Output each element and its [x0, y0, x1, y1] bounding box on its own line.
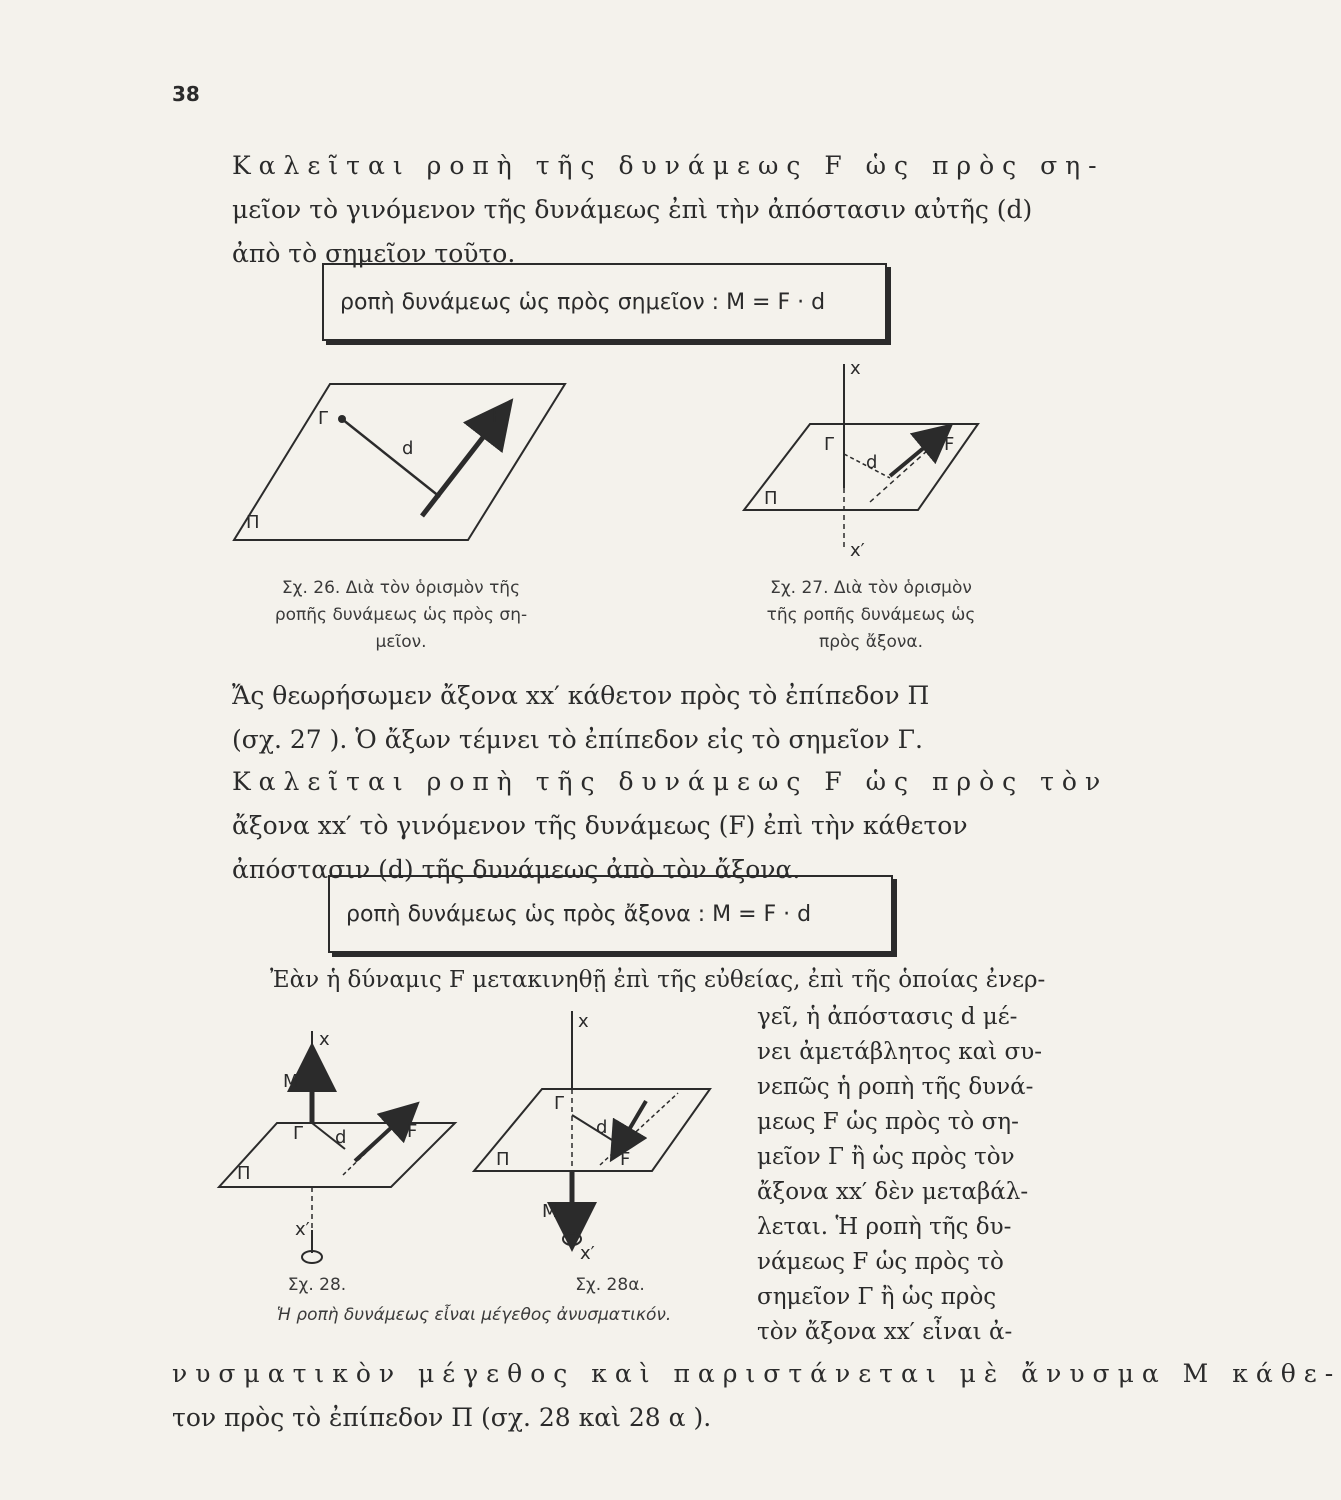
shared-figure-caption: Ἡ ροπὴ δυνάμεως εἶναι μέγεθος ἀνυσματικόν.: [276, 1305, 672, 1325]
label-f: F: [944, 434, 955, 455]
label-x-prime: x′: [295, 1219, 310, 1240]
invariance-paragraph-side-column: γεῖ, ἡ ἀπόστασις d μέ- νει ἀμετάβλητος καὶ συ- νεπῶς ἡ ροπὴ τῆς δυνά- μεως F ὡς πρὸς τὸ ση- μεῖον Γ ἢ ὡς πρὸς τὸν ἄξονα xx′ δὲν μεταβάλ- λεται. Ἡ ροπὴ τῆς δυ- νάμεως F ὡς πρὸς τὸ σημεῖον Γ ἢ ὡς πρὸς τὸν ἄξονα xx′ εἶναι ἀ-: [757, 1004, 1042, 1345]
text-line: ἄξονα xx′ τὸ γινόμενον τῆς δυνάμεως (F) ἐπὶ τὴν κάθετον: [232, 811, 968, 840]
text-line: μεῖον τὸ γινόμενον τῆς δυνάμεως ἐπὶ τὴν ἀπόστασιν αὐτῆς (d): [232, 195, 1033, 224]
text-line: Ἐὰν ἡ δύναμις F μετακινηθῇ ἐπὶ τῆς εὐθείας, ἐπὶ τῆς ὁποίας ἐνερ-: [270, 967, 1046, 993]
plane-pi: [234, 384, 565, 540]
figure-28a-caption: Σχ. 28α.: [575, 1275, 645, 1295]
force-f-vector: [620, 1101, 646, 1145]
label-f: F: [620, 1149, 631, 1170]
invariance-paragraph-first-line: [270, 958, 1050, 1002]
text-line: Καλεῖται ροπὴ τῆς δυνάμεως F ὡς πρὸς τὸν: [232, 767, 1109, 796]
label-gamma: Γ: [554, 1093, 565, 1114]
label-f: F: [407, 1121, 418, 1142]
force-line: [600, 1093, 678, 1165]
formula-box-axis: ροπὴ δυνάμεως ὡς πρὸς ἄξονα : M = F · d: [328, 875, 893, 953]
label-gamma: Γ: [318, 408, 329, 429]
formula-box-point: ροπὴ δυνάμεως ὡς πρὸς σημεῖον : M = F · d: [322, 263, 887, 341]
text-line: νυσματικὸν μέγεθος καὶ παριστάνεται μὲ ἄνυσμα M κάθε-: [172, 1359, 1341, 1388]
label-x: x: [850, 358, 861, 379]
figure-28-caption: Σχ. 28.: [287, 1275, 347, 1295]
label-d: d: [866, 452, 878, 473]
force-line-dashed: [870, 432, 948, 502]
force-f-vector: [890, 436, 938, 476]
text-line: τον πρὸς τὸ ἐπίπεδον Π (σχ. 28 καὶ 28 α ).: [172, 1403, 712, 1432]
label-gamma: Γ: [293, 1123, 304, 1144]
label-x: x: [578, 1011, 589, 1032]
plane-pi: [744, 424, 978, 510]
label-d: d: [335, 1127, 347, 1148]
label-d: d: [596, 1117, 608, 1138]
figure-27: [740, 352, 990, 562]
text-line: ἀπὸ τὸ σημεῖον τοῦτο.: [232, 239, 516, 268]
label-x-prime: x′: [580, 1243, 595, 1264]
label-pi: Π: [764, 488, 778, 509]
definition-axis-paragraph: [232, 760, 1109, 892]
label-x-prime: x′: [850, 540, 865, 561]
label-d: d: [402, 438, 414, 459]
figure-26-caption: Σχ. 26. Διὰ τὸν ὁρισμὸν τῆς ροπῆς δυνάμεως ὡς πρὸς ση- μεῖον.: [274, 578, 528, 652]
text-line: Ἄς θεωρήσωμεν ἄξονα xx′ κάθετον πρὸς τὸ ἐπίπεδον Π: [232, 681, 930, 710]
page-number: 38: [172, 82, 200, 106]
force-f-vector: [355, 1115, 405, 1161]
definition-point-paragraph: [232, 144, 1105, 276]
figure-28a: [470, 1005, 720, 1267]
label-pi: Π: [496, 1149, 510, 1170]
text-line: (σχ. 27 ). Ὁ ἄξων τέμνει τὸ ἐπίπεδον εἰς τὸ σημεῖον Γ.: [232, 725, 923, 754]
force-f-vector: [422, 418, 498, 516]
text-line: Καλεῖται ροπὴ τῆς δυνάμεως F ὡς πρὸς ση-: [232, 151, 1105, 180]
axis-introduction-paragraph: [232, 674, 1037, 762]
label-gamma: Γ: [824, 434, 835, 455]
text-line: ἀπόστασιν (d) τῆς δυνάμεως ἀπὸ τὸν ἄξονα.: [232, 855, 801, 884]
label-pi: Π: [237, 1163, 251, 1184]
vector-quantity-paragraph: [172, 1352, 1341, 1440]
figure-27-caption: Σχ. 27. Διὰ τὸν ὁρισμὸν τῆς ροπῆς δυνάμεως ὡς πρὸς ἄξονα.: [766, 578, 976, 652]
figure-28: [215, 1025, 465, 1270]
figure-26: [230, 380, 570, 560]
label-f: F: [492, 406, 503, 427]
label-m: M: [542, 1201, 558, 1222]
label-x: x: [319, 1029, 330, 1050]
label-m: M: [283, 1071, 299, 1092]
distance-d-line: [342, 419, 440, 497]
label-pi: Π: [246, 512, 260, 533]
